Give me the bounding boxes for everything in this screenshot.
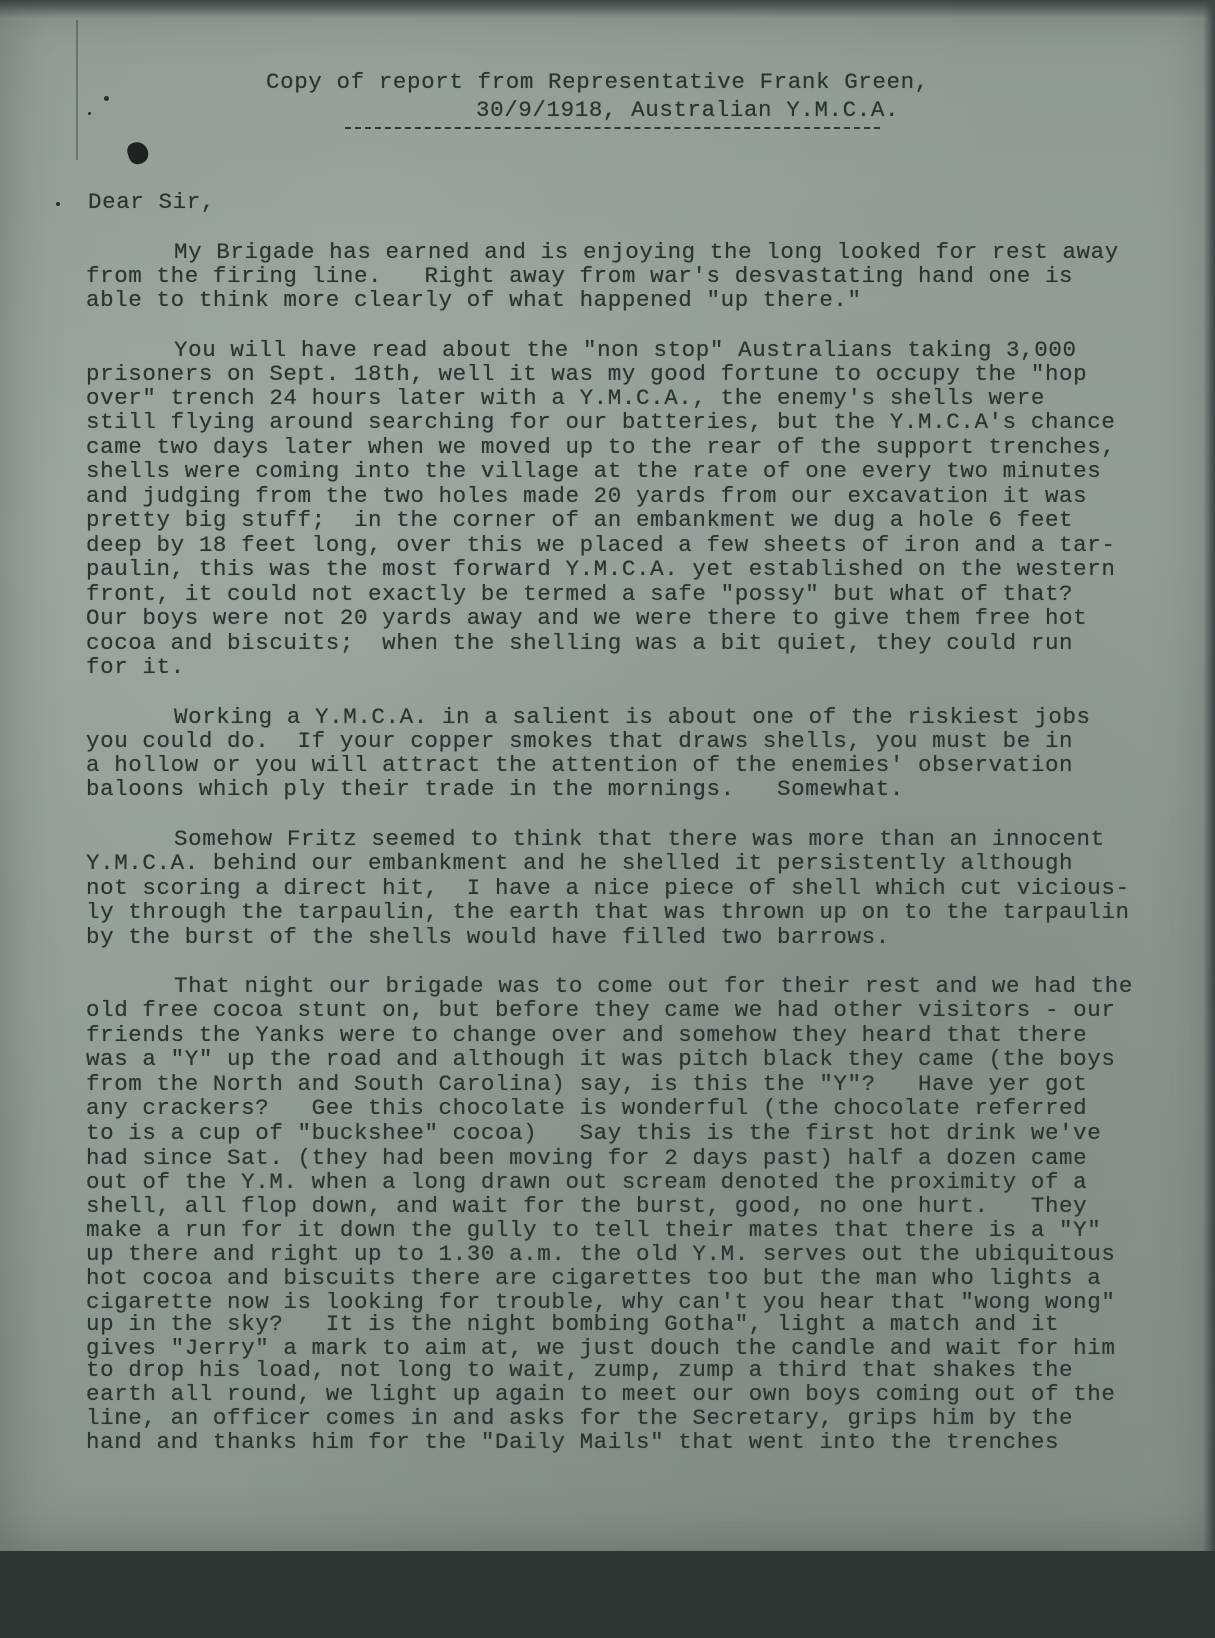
- paragraph-3-line-1: Working a Y.M.C.A. in a salient is about one of the riskiest jobs: [174, 704, 1091, 730]
- paragraph-1-line-2: from the firing line. Right away from war's desvastating hand one is: [86, 263, 1074, 289]
- paragraph-3-line-2: you could do. If your copper smokes that draws shells, you must be in: [86, 728, 1074, 754]
- paragraph-5-line-2: old free cocoa stunt on, but before they came we had other visitors - our: [86, 997, 1116, 1023]
- paragraph-4-line-1: Somehow Fritz seemed to think that there was more than an innocent: [174, 826, 1105, 852]
- salutation: Dear Sir,: [88, 189, 215, 215]
- paragraph-1-line-1: My Brigade has earned and is enjoying the long looked for rest away: [174, 239, 1119, 265]
- paragraph-5-line-10: shell, all flop down, and wait for the burst, good, no one hurt. They: [86, 1193, 1088, 1219]
- paragraph-2-line-14: for it.: [86, 654, 185, 680]
- paragraph-2-line-7: and judging from the two holes made 20 yards from our excavation it was: [86, 483, 1088, 509]
- paragraph-5-line-12: up there and right up to 1.30 a.m. the old Y.M. serves out the ubiquitous: [86, 1241, 1116, 1267]
- page-top-edge: [0, 0, 1215, 18]
- ink-blot-mark: [125, 139, 151, 166]
- paragraph-4-line-3: not scoring a direct hit, I have a nice piece of shell which cut vicious-: [86, 875, 1130, 901]
- report-header-line-1: Copy of report from Representative Frank Green,: [266, 69, 929, 95]
- paragraph-4-line-5: by the burst of the shells would have filled two barrows.: [86, 924, 890, 950]
- paragraph-5-line-14: cigarette now is looking for trouble, why can't you hear that "wong wong": [86, 1289, 1116, 1315]
- paragraph-5-line-20: hand and thanks him for the "Daily Mails" that went into the trenches: [86, 1429, 1060, 1455]
- paragraph-2-line-10: paulin, this was the most forward Y.M.C.A. yet established on the western: [86, 556, 1116, 582]
- paper-speck: [88, 112, 91, 115]
- paragraph-5-line-6: any crackers? Gee this chocolate is wonderful (the chocolate referred: [86, 1095, 1088, 1121]
- paragraph-5-line-5: from the North and South Carolina) say, is this the "Y"? Have yer got: [86, 1071, 1088, 1097]
- paragraph-2-line-3: over" trench 24 hours later with a Y.M.C.A., the enemy's shells were: [86, 385, 1045, 411]
- paragraph-2-line-5: came two days later when we moved up to the rear of the support trenches,: [86, 434, 1116, 460]
- paragraph-5-line-17: to drop his load, not long to wait, zump, zump a third that shakes the: [86, 1357, 1074, 1383]
- paragraph-5-line-4: was a "Y" up the road and although it was pitch black they came (the boys: [86, 1046, 1116, 1072]
- paragraph-5-line-19: line, an officer comes in and asks for the Secretary, grips him by the: [86, 1405, 1074, 1431]
- paragraph-1-line-3: able to think more clearly of what happened "up there.": [86, 287, 862, 313]
- report-header-line-2: 30/9/1918, Australian Y.M.C.A.: [476, 97, 900, 123]
- paragraph-5-line-3: friends the Yanks were to change over and somehow they heard that there: [86, 1022, 1088, 1048]
- paragraph-2-line-2: prisoners on Sept. 18th, well it was my good fortune to occupy the "hop: [86, 361, 1088, 387]
- paragraph-4-line-2: Y.M.C.A. behind our embankment and he shelled it persistently although: [86, 850, 1074, 876]
- paragraph-5-line-18: earth all round, we light up again to meet our own boys coming out of the: [86, 1381, 1116, 1407]
- paragraph-2-line-12: Our boys were not 20 yards away and we were there to give them free hot: [86, 605, 1088, 631]
- paragraph-4-line-4: ly through the tarpaulin, the earth that was thrown up on to the tarpaulin: [86, 899, 1130, 925]
- paragraph-5-line-9: out of the Y.M. when a long drawn out scream denoted the proximity of a: [86, 1169, 1088, 1195]
- paragraph-3-line-4: baloons which ply their trade in the mornings. Somewhat.: [86, 776, 904, 802]
- paper-speck: [56, 202, 60, 206]
- paragraph-2-line-8: pretty big stuff; in the corner of an embankment we dug a hole 6 feet: [86, 507, 1074, 533]
- paragraph-5-line-13: hot cocoa and biscuits there are cigarettes too but the man who lights a: [86, 1265, 1102, 1291]
- paragraph-5-line-8: had since Sat. (they had been moving for 2 days past) half a dozen came: [86, 1145, 1088, 1171]
- paragraph-2-line-13: cocoa and biscuits; when the shelling was a bit quiet, they could run: [86, 630, 1074, 656]
- paragraph-3-line-3: a hollow or you will attract the attention of the enemies' observation: [86, 752, 1074, 778]
- header-underline: [345, 127, 880, 129]
- page-right-edge: [1203, 0, 1215, 1551]
- paragraph-5-line-11: make a run for it down the gully to tell their mates that there is a "Y": [86, 1217, 1102, 1243]
- paper-fold-mark: [76, 20, 78, 160]
- paragraph-2-line-6: shells were coming into the village at the rate of one every two minutes: [86, 458, 1102, 484]
- paper-speck: [104, 96, 109, 101]
- paragraph-5-line-16: gives "Jerry" a mark to aim at, we just douch the candle and wait for him: [86, 1335, 1116, 1361]
- paragraph-2-line-11: front, it could not exactly be termed a safe "possy" but what of that?: [86, 581, 1074, 607]
- paragraph-5-line-1: That night our brigade was to come out for their rest and we had the: [174, 973, 1133, 999]
- paragraph-2-line-9: deep by 18 feet long, over this we placed a few sheets of iron and a tar-: [86, 532, 1116, 558]
- paragraph-5-line-7: to is a cup of "buckshee" cocoa) Say this is the first hot drink we've: [86, 1120, 1102, 1146]
- paragraph-2-line-4: still flying around searching for our batteries, but the Y.M.C.A's chance: [86, 409, 1116, 435]
- paragraph-2-line-1: You will have read about the "non stop" Australians taking 3,000: [174, 337, 1077, 363]
- paragraph-5-line-15: up in the sky? It is the night bombing Gotha", light a match and it: [86, 1311, 1060, 1337]
